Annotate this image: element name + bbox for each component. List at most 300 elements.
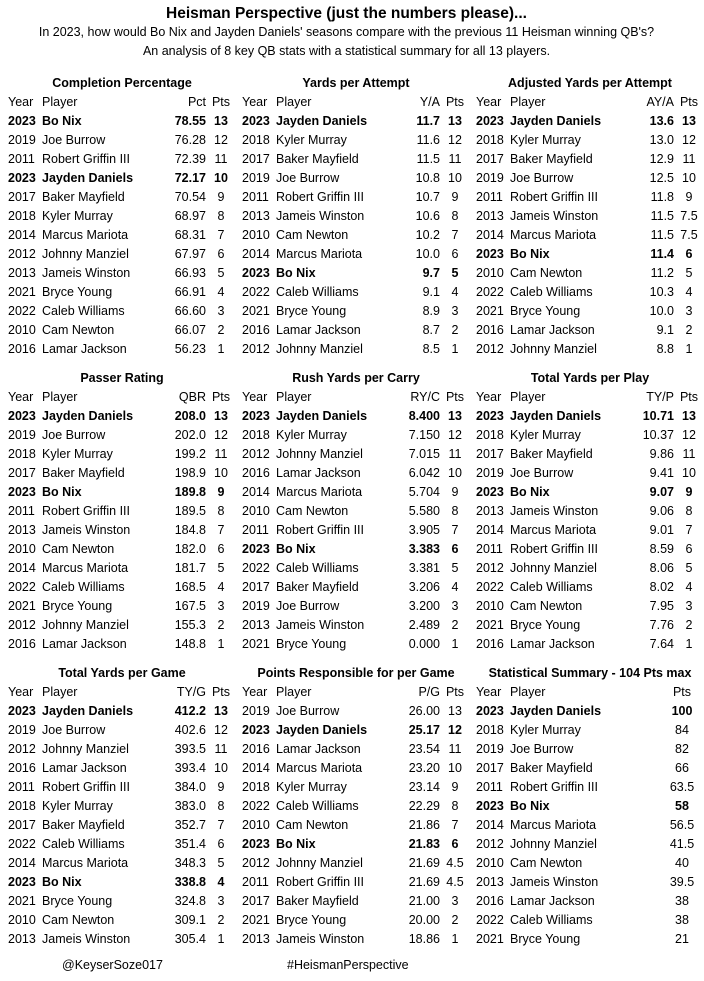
- stat-cell: 18.86: [408, 932, 440, 946]
- stat-cell: 3.206: [408, 580, 440, 594]
- year-cell: 2012: [476, 561, 504, 575]
- player-cell: Bo Nix: [276, 542, 316, 556]
- year-cell: 2019: [476, 466, 504, 480]
- pts-cell: 7: [217, 228, 225, 242]
- panel-title: Rush Yards per Carry: [292, 371, 420, 385]
- year-cell: 2023: [242, 542, 270, 556]
- pts-cell: 4: [217, 580, 225, 594]
- year-cell: 2017: [8, 466, 36, 480]
- stat-cell: 66.91: [174, 285, 206, 299]
- pts-cell: 7.5: [680, 228, 698, 242]
- pts-cell: 11: [448, 742, 462, 756]
- year-cell: 2018: [8, 209, 36, 223]
- table-row: [476, 597, 704, 616]
- stat-cell: 21.86: [408, 818, 440, 832]
- year-cell: 2021: [242, 637, 270, 651]
- table-row: [8, 169, 236, 188]
- table-row: [8, 559, 236, 578]
- pts-cell: 12: [214, 133, 228, 147]
- player-cell: Kyler Murray: [276, 428, 347, 442]
- player-cell: Caleb Williams: [510, 580, 593, 594]
- stat-cell: 72.39: [174, 152, 206, 166]
- table-row: [476, 702, 704, 721]
- stat-cell: 3.200: [408, 599, 440, 613]
- year-cell: 2016: [8, 761, 36, 775]
- table-row: [242, 797, 470, 816]
- pts-cell: 8: [451, 209, 459, 223]
- pts-cell: 11: [448, 447, 462, 461]
- year-cell: 2023: [476, 247, 504, 261]
- player-cell: Jayden Daniels: [42, 409, 134, 423]
- pts-cell: 10: [682, 171, 696, 185]
- stat-header: P/G: [418, 685, 440, 699]
- table-row: [8, 597, 236, 616]
- player-cell: Robert Griffin III: [510, 190, 598, 204]
- year-cell: 2021: [8, 599, 36, 613]
- year-cell: 2013: [476, 875, 504, 889]
- pts-cell: 2: [217, 323, 225, 337]
- subtitle-line-2: An analysis of 8 key QB stats with a statistical summary for all 13 players.: [142, 44, 551, 58]
- table-row: [8, 283, 236, 302]
- year-cell: 2021: [476, 932, 504, 946]
- stat-cell: 66.93: [174, 266, 206, 280]
- year-cell: 2014: [8, 561, 36, 575]
- pts-cell: 1: [217, 637, 225, 651]
- pts-cell: 3: [685, 304, 693, 318]
- year-header: Year: [242, 685, 268, 699]
- pts-cell: 1: [217, 932, 225, 946]
- panel-yards-per-attempt: [242, 74, 470, 359]
- year-cell: 2014: [242, 247, 270, 261]
- player-header: Player: [42, 390, 78, 404]
- table-row: [242, 283, 470, 302]
- pts-cell: 9: [685, 485, 693, 499]
- player-cell: Joe Burrow: [510, 171, 574, 185]
- year-cell: 2023: [8, 409, 36, 423]
- pts-cell: 3: [217, 599, 225, 613]
- pts-cell: 3: [217, 304, 225, 318]
- pts-cell: 11: [682, 447, 696, 461]
- stat-header: TY/P: [646, 390, 674, 404]
- player-header: Player: [276, 685, 312, 699]
- year-header: Year: [8, 685, 34, 699]
- stat-cell: 70.54: [174, 190, 206, 204]
- pts-header: Pts: [211, 95, 231, 109]
- player-header: Player: [510, 95, 546, 109]
- pts-cell: 41.5: [669, 837, 695, 851]
- stat-cell: 11.6: [416, 133, 440, 147]
- year-cell: 2023: [242, 723, 270, 737]
- stat-cell: 66.60: [174, 304, 206, 318]
- table-row: [242, 445, 470, 464]
- player-cell: Jameis Winston: [276, 209, 365, 223]
- pts-cell: 1: [451, 342, 459, 356]
- pts-cell: 7: [451, 523, 459, 537]
- year-cell: 2014: [476, 818, 504, 832]
- year-cell: 2016: [8, 637, 36, 651]
- pts-cell: 1: [685, 637, 693, 651]
- stat-cell: 25.17: [408, 723, 440, 737]
- page-title: Heisman Perspective (just the numbers please)...: [166, 5, 527, 22]
- year-cell: 2023: [8, 485, 36, 499]
- player-cell: Kyler Murray: [510, 723, 581, 737]
- stat-cell: 78.55: [174, 114, 206, 128]
- stat-cell: 348.3: [174, 856, 206, 870]
- player-cell: Joe Burrow: [276, 599, 340, 613]
- pts-cell: 3: [685, 599, 693, 613]
- pts-cell: 4: [685, 580, 693, 594]
- table-row: [242, 740, 470, 759]
- player-cell: Jameis Winston: [276, 932, 365, 946]
- player-cell: Marcus Mariota: [42, 228, 129, 242]
- table-row: [476, 169, 704, 188]
- year-cell: 2010: [476, 856, 504, 870]
- table-row: [476, 245, 704, 264]
- table-row: [476, 816, 704, 835]
- player-cell: Bryce Young: [42, 599, 113, 613]
- player-cell: Bo Nix: [510, 799, 550, 813]
- table-row: [476, 740, 704, 759]
- year-cell: 2011: [476, 190, 503, 204]
- stat-cell: 72.17: [174, 171, 206, 185]
- table-row: [8, 502, 236, 521]
- year-cell: 2019: [476, 171, 504, 185]
- pts-header: Pts: [211, 685, 231, 699]
- stat-cell: 2.489: [408, 618, 440, 632]
- year-cell: 2018: [476, 428, 504, 442]
- stat-cell: 10.37: [642, 428, 674, 442]
- year-cell: 2023: [476, 704, 504, 718]
- year-cell: 2017: [8, 818, 36, 832]
- panel-completion-percentage: [8, 74, 236, 359]
- pts-header: Pts: [679, 390, 699, 404]
- player-cell: Baker Mayfield: [510, 152, 593, 166]
- stat-cell: 23.54: [408, 742, 440, 756]
- pts-cell: 4: [451, 580, 459, 594]
- table-row: [8, 540, 236, 559]
- year-cell: 2018: [242, 428, 270, 442]
- year-cell: 2010: [476, 599, 504, 613]
- table-row: [242, 169, 470, 188]
- year-cell: 2021: [476, 618, 504, 632]
- pts-cell: 6: [217, 247, 225, 261]
- panel-adjusted-yards-per-attempt: [476, 74, 704, 359]
- pts-cell: 2: [217, 618, 225, 632]
- stat-cell: 21.69: [408, 875, 440, 889]
- table-row: [476, 616, 704, 635]
- pts-cell: 5: [217, 856, 225, 870]
- player-cell: Cam Newton: [42, 542, 115, 556]
- player-cell: Bryce Young: [510, 304, 581, 318]
- year-cell: 2023: [476, 485, 504, 499]
- table-row: [8, 131, 236, 150]
- stat-cell: 5.704: [408, 485, 440, 499]
- player-cell: Marcus Mariota: [276, 247, 363, 261]
- year-cell: 2018: [8, 447, 36, 461]
- year-cell: 2011: [242, 190, 269, 204]
- pts-cell: 8: [217, 799, 225, 813]
- stat-cell: 184.8: [174, 523, 206, 537]
- pts-cell: 2: [451, 323, 459, 337]
- table-row: [476, 835, 704, 854]
- player-cell: Cam Newton: [276, 228, 349, 242]
- pts-cell: 9: [217, 780, 225, 794]
- year-cell: 2012: [8, 742, 36, 756]
- player-cell: Jameis Winston: [510, 209, 599, 223]
- player-cell: Johnny Manziel: [510, 342, 597, 356]
- pts-cell: 12: [682, 428, 696, 442]
- year-header: Year: [8, 95, 34, 109]
- year-cell: 2022: [8, 837, 36, 851]
- player-header: Player: [42, 95, 78, 109]
- player-cell: Lamar Jackson: [510, 894, 595, 908]
- year-cell: 2013: [8, 266, 36, 280]
- stat-cell: 393.4: [174, 761, 206, 775]
- year-cell: 2022: [8, 580, 36, 594]
- table-row: [242, 635, 470, 654]
- player-cell: Kyler Murray: [510, 133, 581, 147]
- table-row: [242, 930, 470, 949]
- player-header: Player: [510, 390, 546, 404]
- player-cell: Marcus Mariota: [510, 818, 597, 832]
- player-cell: Jameis Winston: [42, 932, 131, 946]
- pts-cell: 6: [451, 837, 459, 851]
- table-row: [476, 321, 704, 340]
- player-cell: Robert Griffin III: [510, 780, 598, 794]
- table-row: [242, 816, 470, 835]
- table-row: [8, 112, 236, 131]
- stat-cell: 10.3: [649, 285, 674, 299]
- table-row: [242, 854, 470, 873]
- year-cell: 2014: [8, 228, 36, 242]
- pts-cell: 6: [217, 837, 225, 851]
- year-cell: 2016: [8, 342, 36, 356]
- table-row: [8, 635, 236, 654]
- column-header-row: [242, 388, 470, 407]
- table-row: [476, 778, 704, 797]
- player-cell: Baker Mayfield: [42, 466, 125, 480]
- panel-rush-yards-per-carry: [242, 369, 470, 654]
- stat-cell: 13.0: [649, 133, 674, 147]
- year-header: Year: [476, 685, 502, 699]
- table-row: [476, 873, 704, 892]
- pts-cell: 6: [451, 542, 459, 556]
- stat-cell: 11.7: [416, 114, 440, 128]
- stat-cell: 10.8: [415, 171, 440, 185]
- player-cell: Lamar Jackson: [276, 466, 361, 480]
- pts-cell: 13: [214, 114, 228, 128]
- player-cell: Bryce Young: [42, 894, 113, 908]
- player-cell: Caleb Williams: [42, 304, 125, 318]
- pts-cell: 7.5: [680, 209, 698, 223]
- player-cell: Lamar Jackson: [42, 342, 127, 356]
- stat-cell: 12.9: [649, 152, 674, 166]
- stat-cell: 21.69: [408, 856, 440, 870]
- year-cell: 2022: [242, 799, 270, 813]
- year-cell: 2022: [242, 561, 270, 575]
- table-row: [242, 835, 470, 854]
- stat-cell: 9.01: [649, 523, 674, 537]
- stat-cell: 384.0: [174, 780, 206, 794]
- pts-cell: 82: [675, 742, 689, 756]
- table-row: [476, 464, 704, 483]
- table-row: [242, 540, 470, 559]
- year-cell: 2011: [242, 875, 269, 889]
- table-row: [476, 188, 704, 207]
- year-cell: 2017: [476, 761, 504, 775]
- pts-cell: 8: [217, 504, 225, 518]
- table-row: [476, 340, 704, 359]
- stat-cell: 198.9: [174, 466, 206, 480]
- pts-cell: 4.5: [446, 875, 464, 889]
- stat-cell: 12.5: [649, 171, 674, 185]
- player-cell: Cam Newton: [42, 323, 115, 337]
- stat-header: TY/G: [176, 685, 206, 699]
- year-cell: 2021: [8, 894, 36, 908]
- pts-cell: 12: [448, 723, 462, 737]
- stat-cell: 383.0: [174, 799, 206, 813]
- player-header: Player: [42, 685, 78, 699]
- pts-cell: 4: [217, 285, 225, 299]
- pts-cell: 8: [451, 504, 459, 518]
- table-row: [242, 188, 470, 207]
- year-cell: 2021: [242, 304, 270, 318]
- stat-cell: 412.2: [174, 704, 206, 718]
- column-header-row: [242, 93, 470, 112]
- pts-cell: 2: [217, 913, 225, 927]
- pts-cell: 4.5: [446, 856, 464, 870]
- player-cell: Kyler Murray: [510, 428, 581, 442]
- stat-header: RY/C: [410, 390, 440, 404]
- player-cell: Johnny Manziel: [42, 742, 129, 756]
- pts-cell: 84: [675, 723, 689, 737]
- stat-cell: 309.1: [174, 913, 206, 927]
- year-cell: 2017: [8, 190, 36, 204]
- year-header: Year: [8, 390, 34, 404]
- year-cell: 2012: [8, 618, 36, 632]
- pts-cell: 2: [685, 618, 693, 632]
- table-row: [476, 797, 704, 816]
- pts-cell: 13: [214, 704, 228, 718]
- stat-cell: 9.86: [649, 447, 674, 461]
- year-cell: 2023: [8, 171, 36, 185]
- year-cell: 2010: [8, 542, 36, 556]
- pts-cell: 12: [214, 428, 228, 442]
- stat-cell: 9.06: [649, 504, 674, 518]
- table-row: [8, 407, 236, 426]
- player-cell: Bo Nix: [276, 837, 316, 851]
- player-cell: Bryce Young: [276, 637, 347, 651]
- player-cell: Cam Newton: [276, 818, 349, 832]
- player-cell: Bo Nix: [42, 875, 82, 889]
- pts-cell: 58: [675, 799, 689, 813]
- player-cell: Jameis Winston: [510, 504, 599, 518]
- table-row: [242, 426, 470, 445]
- column-header-row: [8, 93, 236, 112]
- table-row: [476, 930, 704, 949]
- pts-cell: 11: [214, 152, 228, 166]
- year-cell: 2014: [242, 485, 270, 499]
- panel-points-per-game: [242, 664, 470, 949]
- twitter-handle: @KeyserSoze017: [62, 958, 163, 972]
- panel-total-yards-per-game: [8, 664, 236, 949]
- panel-title: Total Yards per Play: [530, 371, 650, 385]
- player-cell: Baker Mayfield: [276, 894, 359, 908]
- header: [0, 0, 693, 61]
- pts-cell: 10: [214, 171, 228, 185]
- pts-header: Pts: [672, 685, 692, 699]
- table-row: [242, 597, 470, 616]
- year-cell: 2014: [8, 856, 36, 870]
- player-cell: Caleb Williams: [276, 561, 359, 575]
- pts-cell: 5: [451, 266, 459, 280]
- player-cell: Marcus Mariota: [276, 485, 363, 499]
- table-row: [476, 302, 704, 321]
- year-cell: 2012: [242, 447, 270, 461]
- table-row: [8, 721, 236, 740]
- table-row: [8, 740, 236, 759]
- subtitle-line-1: In 2023, how would Bo Nix and Jayden Daniels' seasons compare with the previous 11 Heisman winning QB's?: [38, 25, 655, 39]
- pts-cell: 9: [217, 190, 225, 204]
- year-cell: 2011: [476, 780, 503, 794]
- player-cell: Johnny Manziel: [42, 247, 129, 261]
- year-cell: 2023: [242, 266, 270, 280]
- player-cell: Jayden Daniels: [42, 171, 134, 185]
- table-row: [242, 721, 470, 740]
- year-cell: 2023: [476, 114, 504, 128]
- table-row: [476, 426, 704, 445]
- year-cell: 2019: [242, 171, 270, 185]
- player-cell: Jayden Daniels: [510, 114, 602, 128]
- stat-cell: 8.59: [649, 542, 674, 556]
- stat-cell: 10.0: [415, 247, 440, 261]
- table-row: [242, 892, 470, 911]
- column-header-row: [476, 388, 704, 407]
- stat-cell: 324.8: [174, 894, 206, 908]
- table-row: [8, 321, 236, 340]
- player-cell: Lamar Jackson: [510, 637, 595, 651]
- player-cell: Lamar Jackson: [276, 323, 361, 337]
- table-row: [476, 445, 704, 464]
- pts-cell: 100: [671, 704, 693, 718]
- year-cell: 2023: [476, 799, 504, 813]
- year-cell: 2021: [476, 304, 504, 318]
- stat-cell: 3.905: [408, 523, 440, 537]
- player-header: Player: [276, 390, 312, 404]
- player-cell: Kyler Murray: [42, 209, 113, 223]
- stat-cell: 9.41: [649, 466, 674, 480]
- table-row: [242, 911, 470, 930]
- player-cell: Jayden Daniels: [276, 114, 368, 128]
- player-cell: Bryce Young: [510, 618, 581, 632]
- table-row: [476, 578, 704, 597]
- year-cell: 2014: [476, 228, 504, 242]
- pts-cell: 63.5: [669, 780, 695, 794]
- player-cell: Robert Griffin III: [510, 542, 598, 556]
- table-row: [8, 445, 236, 464]
- panel-title: Points Responsible for per Game: [257, 666, 455, 680]
- table-row: [476, 502, 704, 521]
- stat-cell: 148.8: [174, 637, 206, 651]
- pts-cell: 8: [451, 799, 459, 813]
- player-cell: Robert Griffin III: [276, 190, 364, 204]
- year-cell: 2018: [476, 133, 504, 147]
- stat-cell: 8.7: [422, 323, 440, 337]
- player-cell: Robert Griffin III: [42, 504, 130, 518]
- year-cell: 2010: [242, 504, 270, 518]
- stat-cell: 199.2: [174, 447, 206, 461]
- stat-cell: 68.97: [174, 209, 206, 223]
